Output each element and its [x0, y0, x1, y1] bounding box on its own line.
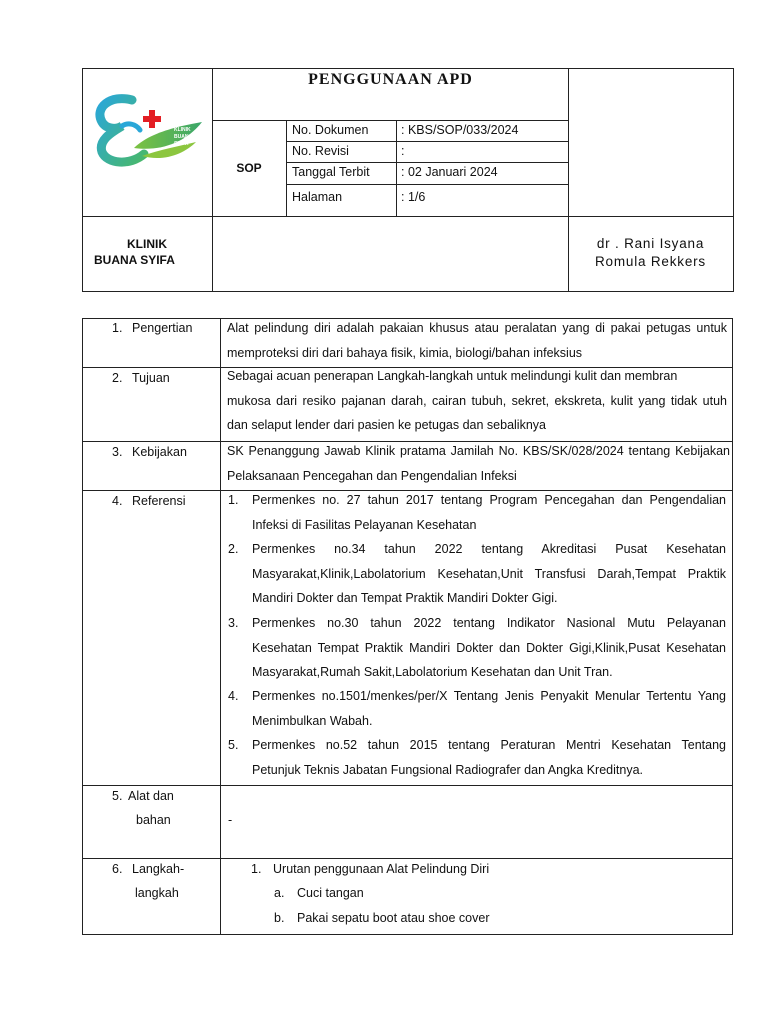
- reference-line: Permenkes no.52 tahun 2015 tentang Peraturan Mentri Kesehatan Tentang: [252, 738, 726, 752]
- pengertian-line-2: memproteksi diri dari bahaya fisik, kimia, biologi/bahan infeksius: [227, 345, 583, 360]
- pengertian-line-1: Alat pelindung diri adalah pakaian khusus atau peralatan yang di pakai petugas untuk: [227, 321, 727, 335]
- meta-value-tanggal-terbit: : 02 Januari 2024: [401, 165, 498, 179]
- reference-line: Permenkes no.30 tahun 2022 tentang Indikator Nasional Mutu Pelayanan: [252, 616, 726, 630]
- meta-label-halaman: Halaman: [292, 190, 343, 204]
- reference-line: Masyarakat,Rumah Sakit,Labolatorium Kesehatan dan Unit Tran.: [252, 665, 613, 679]
- tujuan-line-2: mukosa dari resiko pajanan darah, cairan tubuh, sekret, ekskreta, kulit yang tidak utuh: [227, 393, 727, 408]
- section-label-alat-1: Alat dan: [128, 789, 174, 803]
- reference-num: 3.: [228, 616, 239, 630]
- reference-line: Petunjuk Teknis Jabatan Fungsional Radiografer dan Angka Kreditnya.: [252, 762, 643, 777]
- section-value-alat: -: [228, 813, 233, 827]
- reference-line: Infeksi di Fasilitas Pelayanan Kesehatan: [252, 517, 477, 532]
- section-num-referensi: 4.: [112, 494, 123, 508]
- meta-value-halaman: : 1/6: [401, 190, 426, 204]
- reference-num: 4.: [228, 689, 239, 703]
- kebijakan-line-2: Pelaksanaan Pencegahan dan Pengendalian Infeksi: [227, 468, 517, 483]
- section-label-tujuan: Tujuan: [132, 371, 170, 385]
- reference-num: 2.: [228, 542, 239, 556]
- logo-text-1: KLINIK: [174, 127, 191, 133]
- section-label-langkah-2: langkah: [135, 886, 179, 900]
- section-label-langkah-1: Langkah-: [132, 862, 185, 876]
- section-text-kebijakan: [227, 439, 730, 488]
- signatory-line-1: dr . Rani Isyana: [596, 236, 705, 251]
- clinic-name-line-2: BUANA SYIFA: [94, 253, 175, 267]
- reference-line: Permenkes no.34 tahun 2022 tentang Akreditasi Pusat Kesehatan: [252, 542, 726, 556]
- section-label-kebijakan: Kebijakan: [132, 445, 187, 459]
- sop-label: SOP: [236, 161, 262, 175]
- tujuan-line-3: dan selaput lender dari pasien ke petugas dan sebaliknya: [227, 418, 546, 432]
- section-label-referensi: Referensi: [132, 494, 186, 508]
- clinic-logo: [92, 92, 207, 167]
- clinic-name-line-1: KLINIK: [127, 237, 167, 251]
- section-num-alat: 5.: [112, 789, 123, 803]
- section-num-kebijakan: 3.: [112, 445, 123, 459]
- section-text-pengertian: [227, 316, 727, 365]
- langkah-subitem-letter: b.: [274, 911, 285, 925]
- reference-num: 5.: [228, 738, 239, 752]
- meta-label-tanggal-terbit: Tanggal Terbit: [292, 165, 370, 179]
- section-num-langkah: 6.: [112, 862, 123, 876]
- kebijakan-line-1: SK Penanggung Jawab Klinik pratama Jamilah No. KBS/SK/028/2024 tentang Kebijakan: [227, 444, 730, 458]
- langkah-item-num: 1.: [251, 862, 262, 876]
- reference-line: Permenkes no. 27 tahun 2017 tentang Program Pencegahan dan Pengendalian: [252, 493, 726, 507]
- tujuan-line-1: Sebagai acuan penerapan Langkah-langkah untuk melindungi kulit dan membran: [227, 369, 678, 383]
- langkah-subitem-letter: a.: [274, 886, 285, 900]
- meta-value-no-dokumen: : KBS/SOP/033/2024: [401, 123, 519, 137]
- logo-text-3: SYIFA: [174, 141, 189, 147]
- reference-line: Menimbulkan Wabah.: [252, 713, 373, 728]
- langkah-subitem-text: Cuci tangan: [297, 886, 364, 900]
- reference-line: Mandiri Dokter dan Tempat Praktik Mandiri Dokter Gigi.: [252, 591, 558, 605]
- section-label-pengertian: Pengertian: [132, 321, 193, 335]
- meta-value-no-revisi: :: [401, 144, 405, 158]
- logo-text-2: BUANA: [174, 134, 193, 140]
- reference-num: 1.: [228, 493, 239, 507]
- signatory-line-2: Romula Rekkers: [595, 254, 706, 269]
- section-text-tujuan: [227, 364, 727, 438]
- section-label-alat-2: bahan: [136, 813, 171, 827]
- reference-line: Kesehatan Tempat Praktik Mandiri Dokter dan Dokter Gigi,Klinik,Pusat Kesehatan: [252, 640, 726, 655]
- meta-label-no-revisi: No. Revisi: [292, 144, 349, 158]
- reference-line: Permenkes no.1501/menkes/per/X Tentang Jenis Penyakit Menular Tertentu Yang: [252, 689, 726, 703]
- langkah-subitem-text: Pakai sepatu boot atau shoe cover: [297, 911, 490, 925]
- reference-line: Masyarakat,Klinik,Labolatorium Kesehatan,Unit Transfusi Darah,Tempat Praktik: [252, 566, 726, 581]
- section-num-tujuan: 2.: [112, 371, 123, 385]
- section-num-pengertian: 1.: [112, 321, 123, 335]
- meta-label-no-dokumen: No. Dokumen: [292, 123, 369, 137]
- langkah-item-title: Urutan penggunaan Alat Pelindung Diri: [273, 862, 490, 876]
- document-title: PENGGUNAAN APD: [308, 71, 473, 88]
